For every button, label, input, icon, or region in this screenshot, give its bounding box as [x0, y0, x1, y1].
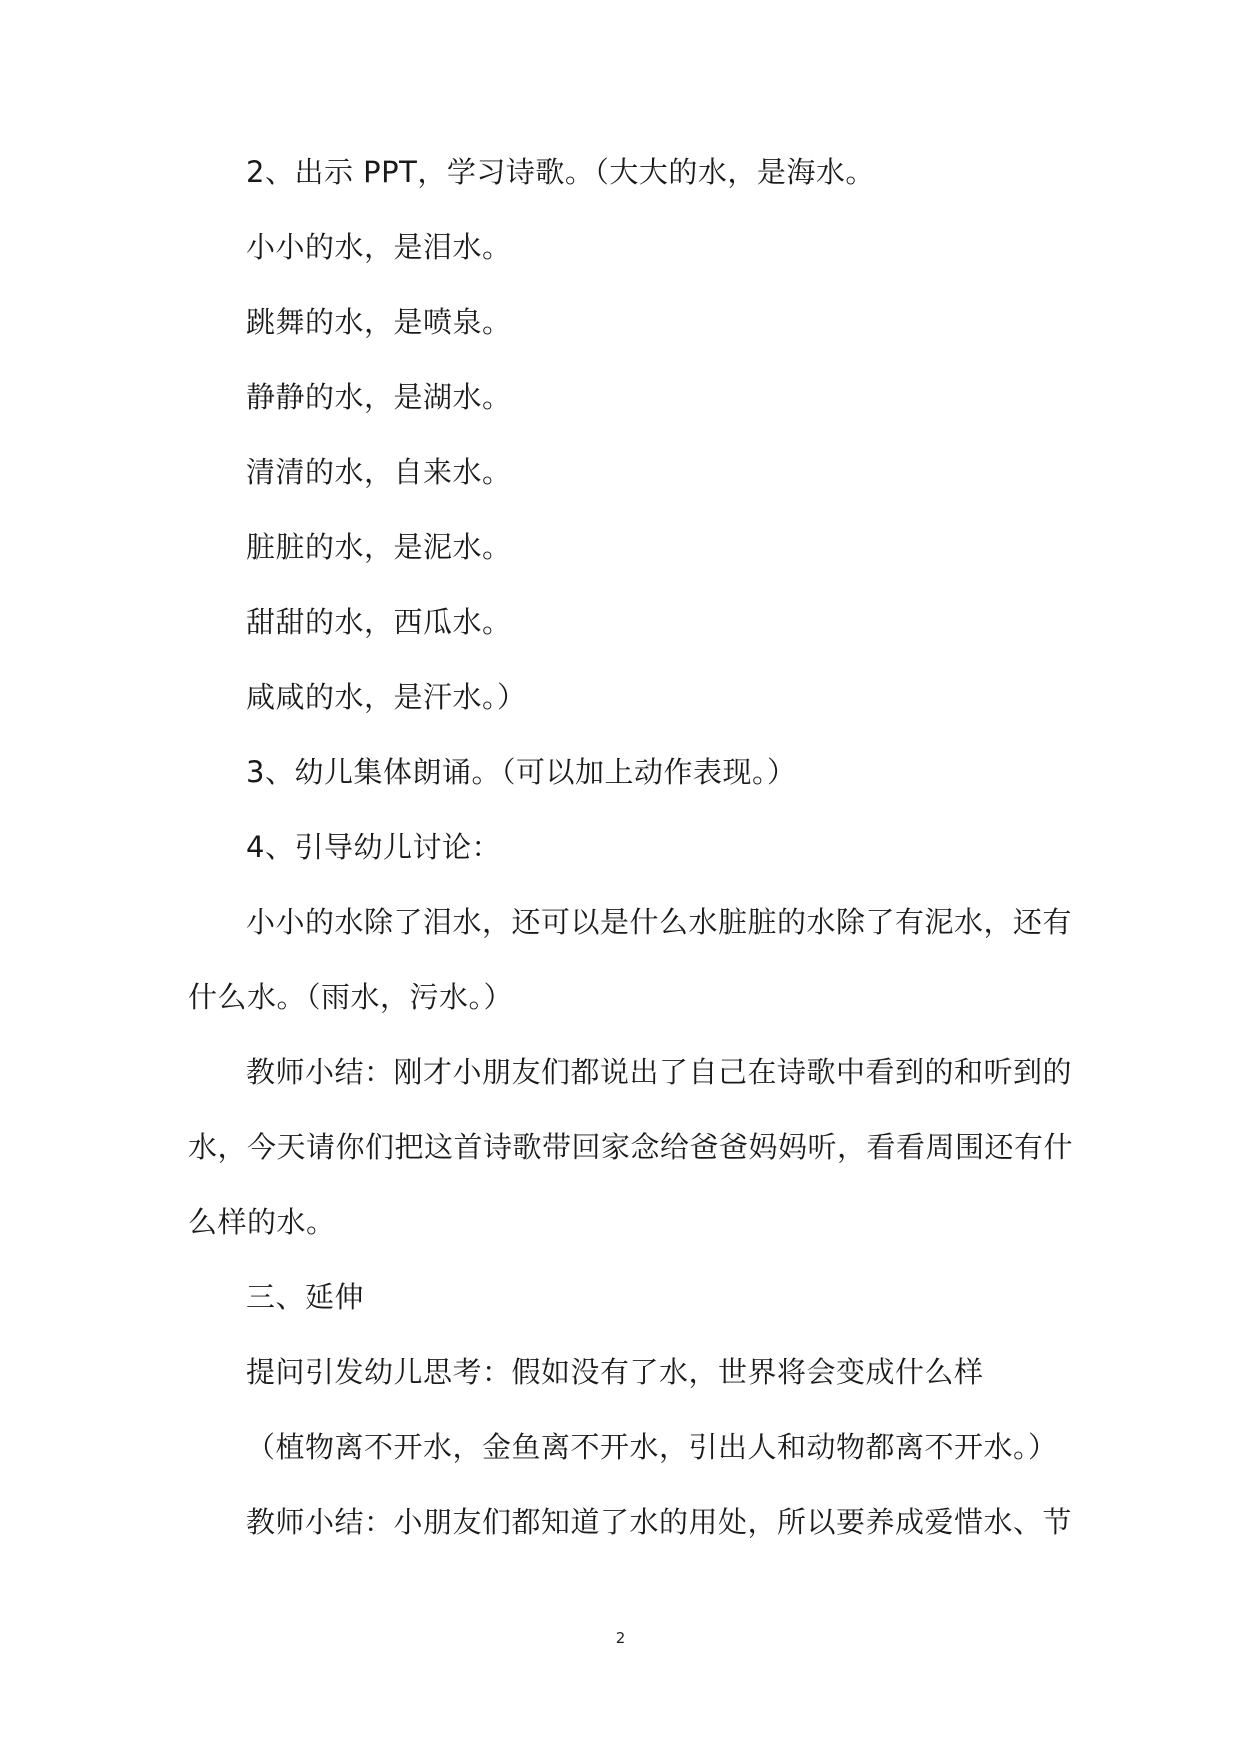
summary-paragraph-line: 教师小结：刚才小朋友们都说出了自己在诗歌中看到的和听到的 [246, 1055, 1073, 1089]
summary-paragraph-line: 么样的水。 [188, 1205, 336, 1239]
poem-line: 静静的水，是湖水。 [246, 380, 512, 414]
section-heading: 三、延伸 [246, 1280, 365, 1314]
poem-line: 咸咸的水，是汗水。） [246, 680, 527, 714]
step-three-line: 3、幼儿集体朗诵。（可以加上动作表现。） [246, 755, 797, 789]
final-summary-line: 教师小结：小朋友们都知道了水的用处，所以要养成爱惜水、节 [246, 1505, 1073, 1539]
question-line: 提问引发幼儿思考：假如没有了水，世界将会变成什么样 [246, 1355, 984, 1389]
page-number: 2 [615, 1629, 626, 1647]
discussion-paragraph-line: 小小的水除了泪水，还可以是什么水脏脏的水除了有泥水，还有 [246, 905, 1073, 939]
poem-line: 跳舞的水，是喷泉。 [246, 305, 512, 339]
discussion-paragraph-line: 什么水。（雨水，污水。） [188, 980, 514, 1014]
poem-intro-line: 2、出示 PPT，学习诗歌。（大大的水，是海水。 [246, 155, 875, 189]
poem-line: 甜甜的水，西瓜水。 [246, 605, 512, 639]
poem-line: 小小的水，是泪水。 [246, 230, 512, 264]
poem-line: 清清的水，自来水。 [246, 455, 512, 489]
answer-line: （植物离不开水，金鱼离不开水，引出人和动物都离不开水。） [246, 1430, 1058, 1464]
poem-line: 脏脏的水，是泥水。 [246, 530, 512, 564]
summary-paragraph-line: 水，今天请你们把这首诗歌带回家念给爸爸妈妈听，看看周围还有什 [188, 1130, 1074, 1164]
step-four-line: 4、引导幼儿讨论： [246, 830, 501, 864]
